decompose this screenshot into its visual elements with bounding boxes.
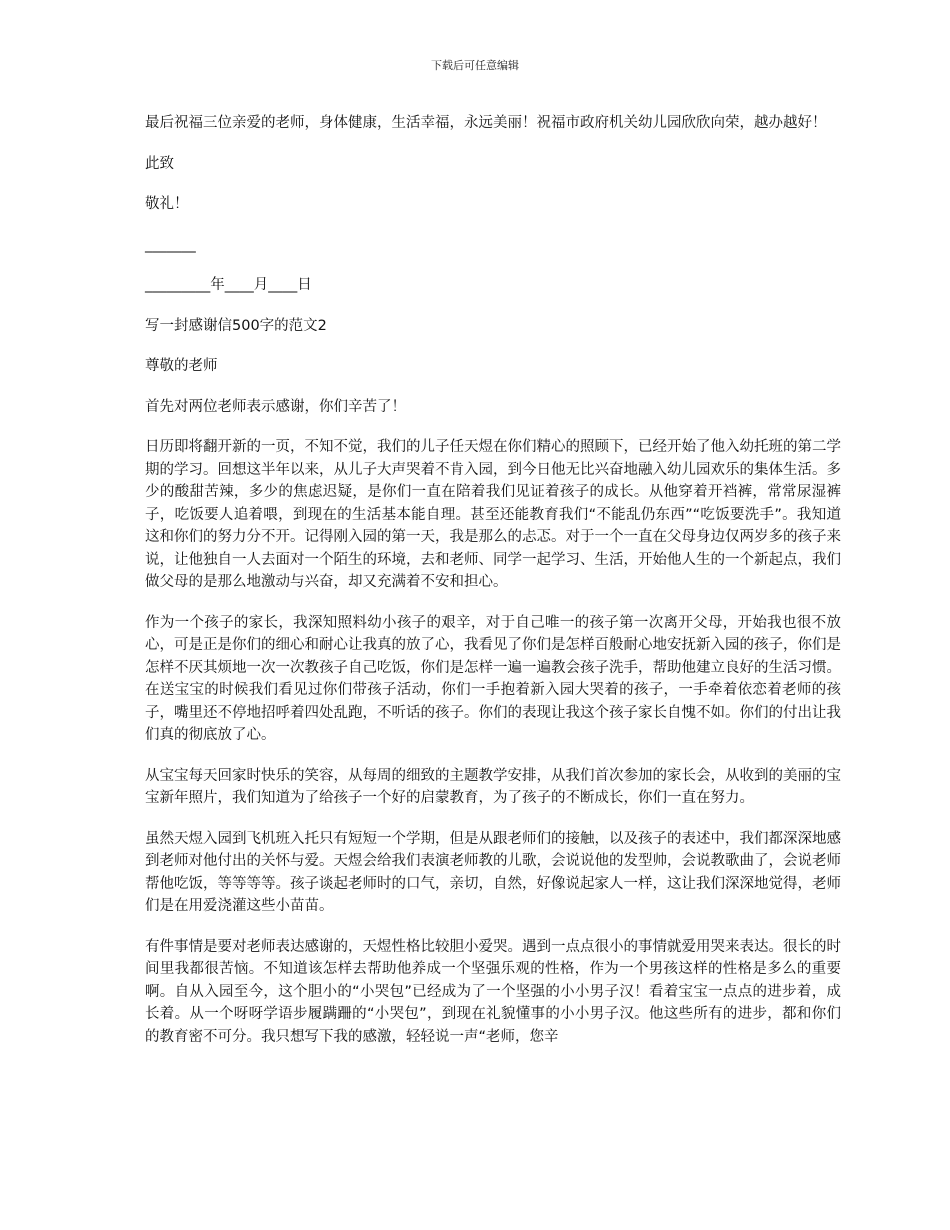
salutation-cizhi: 此致 — [145, 155, 174, 172]
section-title: 写一封感谢信500字的范文2 — [145, 317, 327, 334]
signature-blank: _______ — [145, 236, 196, 253]
body-paragraph: 日历即将翻开新的一页，不知不觉，我们的儿子任天煜在你们精心的照顾下，已经开始了他入幼托班的第二学期的学习。回想这半年以来，从儿子大声哭着不肯入园，到今日他无比兴奋地融入幼儿园欢乐的集体生活。多少的酸甜苦辣，多少的焦虑迟疑，是你们一直在陪着我们见证着孩子的成长。从他穿着开裆裤，常常尿湿裤子，吃饭要人追着喂，到现在的生活基本能自理。甚至还能教育我们“不能乱仍东西”“吃饭要洗手”。我知道这和你们的努力分不开。记得刚入园的第一天，我是那么的忐忑。对于一个一直在父母身边仅两岁多的孩子来说，让他独自一人去面对一个陌生的环境，去和老师、同学一起学习、生活，开始他人生的一个新起点，我们做父母的是那么地激动与兴奋，却又充满着不安和担心。 — [145, 439, 841, 590]
body-paragraph: 从宝宝每天回家时快乐的笑容，从每周的细致的主题教学安排，从我们首次参加的家长会，从收到的美丽的宝宝新年照片，我们知道为了给孩子一个好的启蒙教育，为了孩子的不断成长，你们一直在努力。 — [145, 767, 841, 806]
opening-thanks: 首先对两位老师表示感谢，你们辛苦了！ — [145, 398, 406, 415]
document-body — [145, 112, 841, 1066]
closing-wishes-paragraph: 最后祝福三位亲爱的老师，身体健康，生活幸福，永远美丽！祝福市政府机关幼儿园欣欣向荣，越办越好！ — [145, 115, 827, 131]
page-header-note: 下载后可任意编辑 — [431, 59, 519, 72]
body-paragraph: 作为一个孩子的家长，我深知照料幼小孩子的艰辛，对于自己唯一的孩子第一次离开父母，开始我也很不放心，可是正是你们的细心和耐心让我真的放了心，我看见了你们是怎样百般耐心地安抚新入园的孩子，你们是怎样不厌其烦地一次一次教孩子自己吃饭，你们是怎样一遍一遍教会孩子洗手，帮助他建立良好的生活习惯。在送宝宝的时候我们看见过你们带孩子活动，你们一手抱着新入园大哭着的孩子，一手牵着依恋着老师的孩子，嘴里还不停地招呼着四处乱跑，不听话的孩子。你们的表现让我这个孩子家长自愧不如。你们的付出让我们真的彻底放了心。 — [145, 614, 841, 743]
letter-greeting: 尊敬的老师 — [145, 358, 218, 374]
salutation-jingli: 敬礼！ — [145, 196, 189, 212]
date-blank: _________年____月____日 — [145, 277, 312, 293]
body-paragraph: 虽然天煜入园到飞机班入托只有短短一个学期，但是从跟老师们的接触，以及孩子的表述中，我们都深深地感到老师对他付出的关怀与爱。天煜会给我们表演老师教的儿歌，会说说他的发型帅，会说教歌曲了，会说老师帮他吃饭，等等等等。孩子谈起老师时的口气，亲切，自然，好像说起家人一样，这让我们深深地觉得，老师们是在用爱浇灌这些小苗苗。 — [145, 830, 841, 914]
body-paragraph: 有件事情是要对老师表达感谢的，天煜性格比较胆小爱哭。遇到一点点很小的事情就爱用哭来表达。很长的时间里我都很苦恼。不知道该怎样去帮助他养成一个坚强乐观的性格，作为一个男孩这样的性格是多么的重要啊。自从入园至今，这个胆小的“小哭包”已经成为了一个坚强的小小男子汉！看着宝宝一点点的进步着，成长着。从一个呀呀学语步履蹒跚的“小哭包”，到现在礼貌懂事的小小男子汉。他这些所有的进步，都和你们的教育密不可分。我只想写下我的感激，轻轻说一声“老师，您辛 — [145, 938, 841, 1045]
